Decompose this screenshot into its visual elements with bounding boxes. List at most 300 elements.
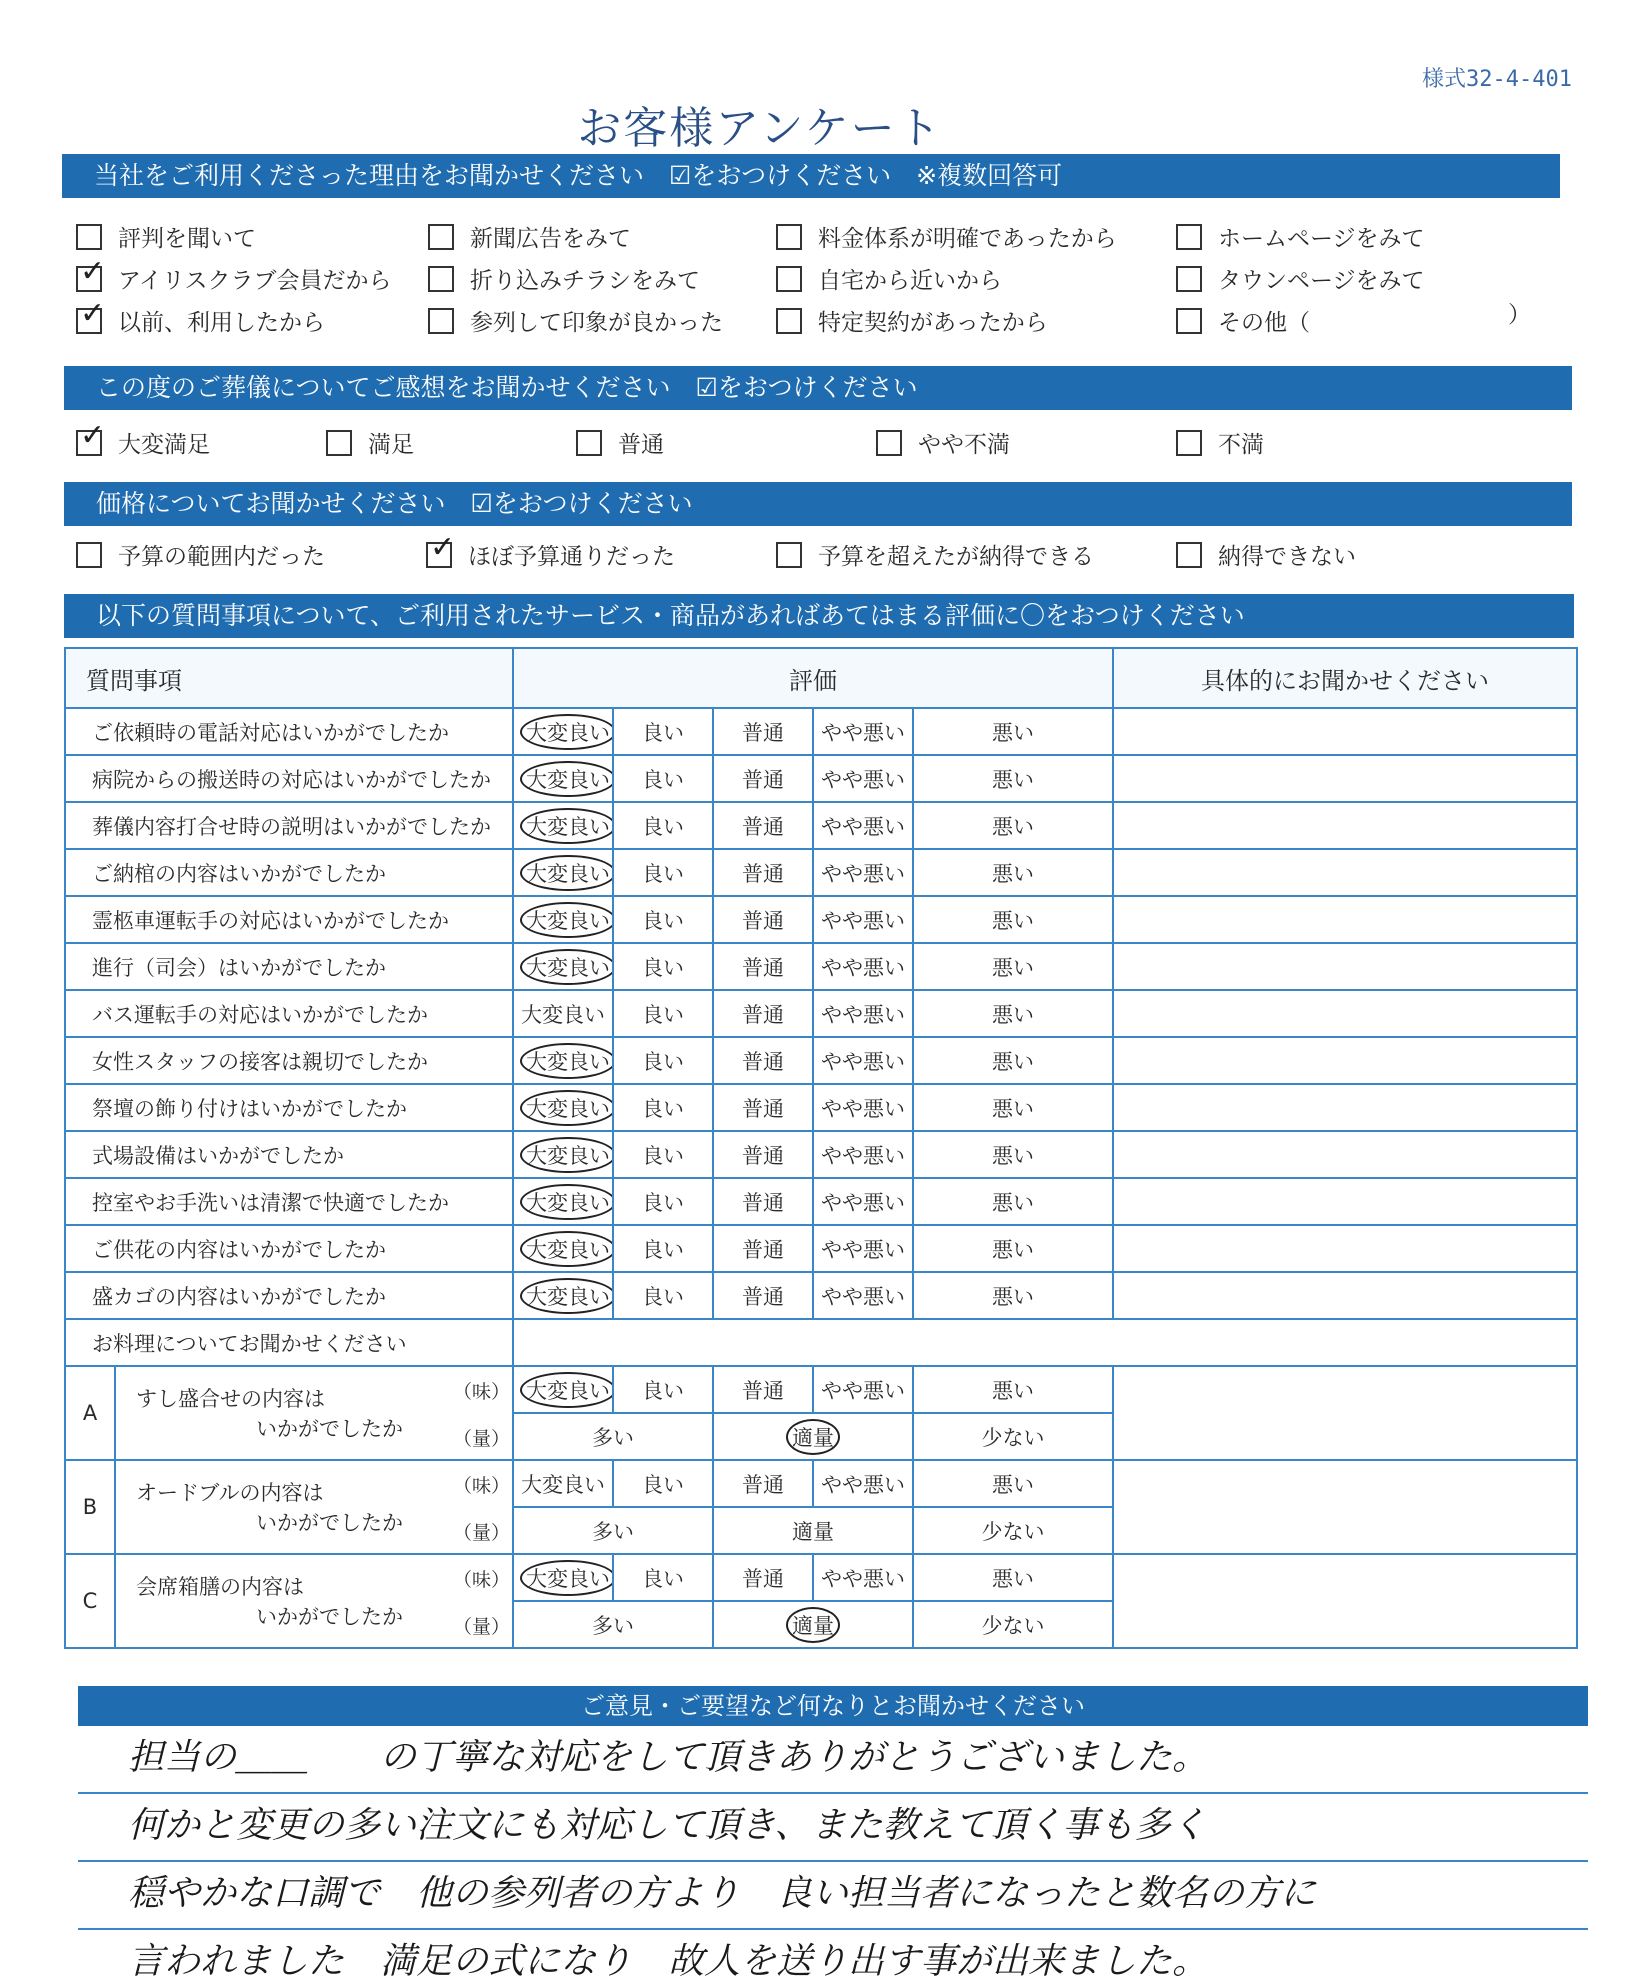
rating-label: やや悪い	[821, 1237, 905, 1262]
rating-label: 普通	[742, 720, 784, 745]
detail-cell[interactable]	[1113, 1225, 1577, 1272]
option-label: 予算を超えたが納得できる	[818, 544, 1094, 570]
rating-label: 普通	[742, 1237, 784, 1262]
table-row	[65, 1084, 1577, 1131]
reason-option[interactable]	[76, 304, 325, 337]
table-row	[65, 1225, 1577, 1272]
rating-label: 良い	[642, 1237, 684, 1262]
taste-option[interactable]	[913, 1460, 1113, 1507]
reason-option[interactable]	[776, 262, 1002, 295]
rating-label: 良い	[642, 1049, 684, 1074]
amount-option[interactable]	[513, 1413, 713, 1460]
comments-box	[78, 1686, 1588, 1986]
reason-option[interactable]	[76, 220, 256, 253]
price-option[interactable]	[776, 538, 1094, 571]
rating-option[interactable]	[613, 849, 713, 896]
rating-label: 良い	[642, 767, 684, 792]
option-label: 不満	[1218, 432, 1264, 458]
rating-option[interactable]	[813, 1272, 913, 1319]
price-option[interactable]	[1176, 538, 1356, 571]
food-line1: オードブルの内容は	[136, 1481, 324, 1505]
detail-cell[interactable]	[1113, 1272, 1577, 1319]
option-label: 参列して印象が良かった	[470, 310, 723, 336]
food-row-taste	[65, 1460, 1577, 1507]
rating-label: 良い	[642, 814, 684, 839]
rating-label: 悪い	[992, 1190, 1035, 1215]
table-row	[65, 708, 1577, 755]
question-text: 式場設備はいかがでしたか	[65, 1131, 513, 1178]
detail-cell[interactable]	[1113, 802, 1577, 849]
table-row	[65, 755, 1577, 802]
question-text: 進行（司会）はいかがでしたか	[65, 943, 513, 990]
food-header-blank	[513, 1319, 1577, 1366]
option-label: 予算の範囲内だった	[118, 544, 325, 570]
rating-label: 悪い	[992, 1143, 1035, 1168]
rating-option[interactable]	[913, 1131, 1113, 1178]
detail-cell[interactable]	[1113, 1131, 1577, 1178]
rating-option[interactable]	[813, 943, 913, 990]
rating-label: 良い	[642, 908, 684, 933]
question-text: 祭壇の飾り付けはいかがでしたか	[65, 1084, 513, 1131]
amount-option[interactable]	[913, 1601, 1113, 1648]
col-rating-header: 評価	[513, 648, 1113, 708]
rating-option[interactable]	[513, 990, 613, 1037]
rating-option[interactable]	[513, 1131, 613, 1178]
table-row	[65, 1037, 1577, 1084]
reason-option[interactable]	[776, 220, 1117, 253]
rating-option[interactable]	[913, 1225, 1113, 1272]
detail-cell[interactable]	[1113, 1366, 1577, 1460]
food-letter: C	[65, 1554, 115, 1648]
price-option[interactable]	[76, 538, 325, 571]
checkbox[interactable]	[776, 266, 802, 292]
option-label: ほぼ予算通りだった	[468, 544, 675, 570]
rating-option[interactable]	[613, 1037, 713, 1084]
food-item	[115, 1366, 513, 1460]
rating-label: やや悪い	[821, 955, 905, 980]
table-row	[65, 990, 1577, 1037]
rating-option[interactable]	[913, 990, 1113, 1037]
detail-cell[interactable]	[1113, 990, 1577, 1037]
detail-cell[interactable]	[1113, 708, 1577, 755]
question-text: ご納棺の内容はいかがでしたか	[65, 849, 513, 896]
comment-line: 言われました 満足の式になり 故人を送り出す事が出来ました。	[128, 1941, 1209, 1982]
rating-label: やや悪い	[821, 908, 905, 933]
checkbox[interactable]	[1176, 308, 1202, 334]
rating-option[interactable]	[713, 1084, 813, 1131]
rating-label: 普通	[742, 1566, 784, 1591]
rating-label: 普通	[742, 908, 784, 933]
amount-option[interactable]	[513, 1507, 713, 1554]
checkbox[interactable]	[76, 308, 102, 334]
taste-option[interactable]	[913, 1366, 1113, 1413]
question-text: 女性スタッフの接客は親切でしたか	[65, 1037, 513, 1084]
rating-label: 大変良い	[521, 1002, 605, 1027]
question-text: バス運転手の対応はいかがでしたか	[65, 990, 513, 1037]
rating-label: 大変良い	[520, 902, 613, 938]
rating-option[interactable]	[713, 943, 813, 990]
food-header: お料理についてお聞かせください	[65, 1319, 513, 1366]
rating-label: 普通	[742, 1002, 784, 1027]
rating-option[interactable]	[913, 896, 1113, 943]
rating-label: 大変良い	[520, 714, 613, 750]
rating-option[interactable]	[713, 1225, 813, 1272]
rating-option[interactable]	[713, 1178, 813, 1225]
option-label: 料金体系が明確であったから	[818, 226, 1117, 252]
rating-option[interactable]	[513, 1178, 613, 1225]
food-line1: すし盛合せの内容は	[136, 1387, 325, 1411]
detail-cell[interactable]	[1113, 896, 1577, 943]
rating-label: 大変良い	[520, 1137, 613, 1173]
rating-label: やや悪い	[821, 861, 905, 886]
rating-label: 悪い	[992, 1284, 1035, 1309]
reason-option[interactable]	[76, 262, 391, 295]
reason-option[interactable]	[1176, 262, 1425, 295]
reason-option[interactable]	[1176, 220, 1425, 253]
checkbox[interactable]	[76, 430, 102, 456]
checkbox[interactable]	[1176, 224, 1202, 250]
checkbox[interactable]	[776, 308, 802, 334]
checkbox[interactable]	[76, 266, 102, 292]
rating-label: 悪い	[992, 955, 1035, 980]
impression-option[interactable]	[576, 426, 664, 459]
amount-value: 多い	[592, 1613, 634, 1638]
detail-cell[interactable]	[1113, 1178, 1577, 1225]
amount-label: （量）	[452, 1522, 510, 1544]
col-detail-header: 具体的にお聞かせください	[1113, 648, 1577, 708]
checkbox[interactable]	[428, 308, 454, 334]
rating-option[interactable]	[713, 849, 813, 896]
question-text: 盛カゴの内容はいかがでしたか	[65, 1272, 513, 1319]
rating-option[interactable]	[513, 943, 613, 990]
question-text: ご依頼時の電話対応はいかがでしたか	[65, 708, 513, 755]
rating-option[interactable]	[513, 708, 613, 755]
impression-option[interactable]	[1176, 426, 1264, 459]
rating-label: 悪い	[992, 861, 1035, 886]
rating-label: 大変良い	[520, 1372, 613, 1408]
detail-cell[interactable]	[1113, 1084, 1577, 1131]
price-option[interactable]	[426, 538, 675, 571]
rating-label: やや悪い	[821, 1143, 905, 1168]
taste-option[interactable]	[513, 1554, 613, 1601]
checkbox[interactable]	[876, 430, 902, 456]
rating-option[interactable]	[613, 990, 713, 1037]
rating-label: 悪い	[992, 1237, 1035, 1262]
rating-label: 大変良い	[520, 1560, 613, 1596]
rating-label: 良い	[642, 1284, 684, 1309]
food-line2: いかがでしたか	[256, 1511, 403, 1535]
checkbox[interactable]	[1176, 266, 1202, 292]
rating-option[interactable]	[613, 708, 713, 755]
taste-option[interactable]	[813, 1366, 913, 1413]
rating-option[interactable]	[913, 943, 1113, 990]
checkbox[interactable]	[776, 224, 802, 250]
rating-label: 普通	[742, 1472, 784, 1497]
rating-option[interactable]	[913, 1178, 1113, 1225]
taste-option[interactable]	[613, 1366, 713, 1413]
option-label: 折り込みチラシをみて	[470, 268, 700, 294]
rating-label: 大変良い	[520, 1184, 613, 1220]
impression-option[interactable]	[876, 426, 1010, 459]
form-number: 様式32-4-401	[1422, 67, 1572, 92]
rating-label: 大変良い	[520, 1278, 613, 1314]
question-text: 病院からの搬送時の対応はいかがでしたか	[65, 755, 513, 802]
rating-label: やや悪い	[821, 1002, 905, 1027]
rating-option[interactable]	[513, 1272, 613, 1319]
amount-label: （量）	[452, 1616, 510, 1638]
rating-label: 大変良い	[520, 761, 613, 797]
detail-cell[interactable]	[1113, 849, 1577, 896]
other-close-paren: ）	[1508, 302, 1531, 328]
option-label: 大変満足	[118, 432, 210, 458]
rating-label: 悪い	[992, 1472, 1035, 1497]
taste-option[interactable]	[513, 1460, 613, 1507]
detail-cell[interactable]	[1113, 1554, 1577, 1648]
rating-label: 悪い	[992, 1002, 1035, 1027]
rating-label: 普通	[742, 1096, 784, 1121]
question-text: 葬儀内容打合せ時の説明はいかがでしたか	[65, 802, 513, 849]
table-row	[65, 849, 1577, 896]
rating-option[interactable]	[913, 1037, 1113, 1084]
rating-label: 普通	[742, 955, 784, 980]
amount-value: 適量	[792, 1519, 834, 1544]
comment-line: 担当の＿＿ の丁寧な対応をして頂きありがとうございました。	[78, 1726, 1588, 1794]
food-row-taste	[65, 1366, 1577, 1413]
rating-option[interactable]	[713, 1037, 813, 1084]
rating-label: 普通	[742, 814, 784, 839]
rating-label: やや悪い	[821, 1472, 905, 1497]
amount-value: 少ない	[981, 1519, 1045, 1544]
rating-option[interactable]	[913, 849, 1113, 896]
rating-option[interactable]	[513, 1225, 613, 1272]
rating-label: 普通	[742, 1378, 784, 1403]
rating-option[interactable]	[813, 1225, 913, 1272]
rating-label: 良い	[642, 955, 684, 980]
amount-option[interactable]	[713, 1507, 913, 1554]
amount-label: （量）	[452, 1428, 510, 1450]
rating-option[interactable]	[813, 1037, 913, 1084]
taste-label: （味）	[452, 1381, 510, 1403]
rating-label: 普通	[742, 861, 784, 886]
table-row	[65, 802, 1577, 849]
rating-option[interactable]	[513, 849, 613, 896]
rating-label: 良い	[642, 1190, 684, 1215]
option-label: 以前、利用したから	[118, 310, 325, 336]
rating-label: 悪い	[992, 1049, 1035, 1074]
rating-label: 大変良い	[520, 855, 613, 891]
rating-option[interactable]	[813, 802, 913, 849]
checkbox[interactable]	[776, 542, 802, 568]
rating-option[interactable]	[713, 896, 813, 943]
rating-option[interactable]	[613, 896, 713, 943]
taste-option[interactable]	[613, 1554, 713, 1601]
reason-option[interactable]	[428, 304, 723, 337]
rating-label: 悪い	[992, 814, 1035, 839]
amount-value: 適量	[786, 1607, 840, 1643]
rating-option[interactable]	[713, 802, 813, 849]
table-row	[65, 896, 1577, 943]
rating-option[interactable]	[813, 1084, 913, 1131]
impression-option[interactable]	[326, 426, 414, 459]
rating-option[interactable]	[713, 755, 813, 802]
rating-option[interactable]	[813, 896, 913, 943]
taste-option[interactable]	[613, 1460, 713, 1507]
rating-label: 悪い	[992, 908, 1035, 933]
reason-option[interactable]	[428, 262, 700, 295]
checkbox[interactable]	[576, 430, 602, 456]
rating-option[interactable]	[613, 755, 713, 802]
rating-option[interactable]	[713, 1272, 813, 1319]
rating-label: 大変良い	[520, 1231, 613, 1267]
rating-label: 普通	[742, 767, 784, 792]
impression-option[interactable]	[76, 426, 210, 459]
rating-option[interactable]	[813, 708, 913, 755]
checkbox[interactable]	[426, 542, 452, 568]
rating-label: 良い	[642, 1096, 684, 1121]
amount-option[interactable]	[713, 1601, 913, 1648]
comments-lines	[78, 1726, 1588, 1986]
rating-label: 悪い	[992, 1378, 1035, 1403]
food-line2: いかがでしたか	[256, 1605, 403, 1629]
taste-option[interactable]	[513, 1366, 613, 1413]
checkbox[interactable]	[76, 224, 102, 250]
rating-label: やや悪い	[821, 814, 905, 839]
rating-option[interactable]	[713, 1131, 813, 1178]
rating-label: 良い	[642, 720, 684, 745]
checkbox[interactable]	[428, 266, 454, 292]
option-label: 納得できない	[1218, 544, 1356, 570]
rating-label: 良い	[642, 1143, 684, 1168]
comment-line: 何かと変更の多い注文にも対応して頂き、また教えて頂く事も多く	[78, 1794, 1588, 1862]
rating-label: 大変良い	[520, 949, 613, 985]
rating-option[interactable]	[613, 1131, 713, 1178]
taste-label: （味）	[452, 1569, 510, 1591]
reason-option[interactable]	[776, 304, 1048, 337]
amount-option[interactable]	[913, 1507, 1113, 1554]
taste-option[interactable]	[713, 1554, 813, 1601]
detail-cell[interactable]	[1113, 943, 1577, 990]
amount-value: 多い	[592, 1425, 634, 1450]
rating-option[interactable]	[513, 1037, 613, 1084]
rating-label: やや悪い	[821, 1284, 905, 1309]
evaluation-table	[64, 647, 1578, 1649]
reason-option[interactable]	[428, 220, 631, 253]
option-label: 評判を聞いて	[118, 226, 256, 252]
rating-label: 普通	[742, 1284, 784, 1309]
rating-label: 悪い	[992, 1566, 1035, 1591]
rating-label: やや悪い	[821, 720, 905, 745]
food-row-taste	[65, 1554, 1577, 1601]
rating-option[interactable]	[613, 1272, 713, 1319]
amount-value: 少ない	[981, 1613, 1045, 1638]
question-text: 控室やお手洗いは清潔で快適でしたか	[65, 1178, 513, 1225]
taste-option[interactable]	[713, 1366, 813, 1413]
rating-option[interactable]	[813, 990, 913, 1037]
rating-label: やや悪い	[821, 1566, 905, 1591]
amount-option[interactable]	[913, 1413, 1113, 1460]
rating-label: 悪い	[992, 767, 1035, 792]
amount-option[interactable]	[713, 1413, 913, 1460]
rating-option[interactable]	[913, 708, 1113, 755]
reason-option[interactable]	[1176, 304, 1310, 337]
question-text: ご供花の内容はいかがでしたか	[65, 1225, 513, 1272]
food-item	[115, 1554, 513, 1648]
rating-option[interactable]	[913, 1084, 1113, 1131]
question-text: 霊柩車運転手の対応はいかがでしたか	[65, 896, 513, 943]
rating-label: 大変良い	[520, 808, 613, 844]
rating-option[interactable]	[713, 708, 813, 755]
food-line2: いかがでしたか	[256, 1417, 403, 1441]
amount-value: 適量	[786, 1419, 840, 1455]
rating-label: 大変良い	[520, 1043, 613, 1079]
detail-cell[interactable]	[1113, 755, 1577, 802]
rating-option[interactable]	[513, 755, 613, 802]
section3-header: 価格についてお聞かせください ☑をおつけください	[64, 482, 1572, 526]
rating-label: 大変良い	[520, 1090, 613, 1126]
rating-option[interactable]	[913, 755, 1113, 802]
rating-option[interactable]	[813, 755, 913, 802]
rating-option[interactable]	[913, 802, 1113, 849]
rating-label: やや悪い	[821, 1049, 905, 1074]
rating-option[interactable]	[813, 849, 913, 896]
option-label: やや不満	[918, 432, 1010, 458]
rating-label: やや悪い	[821, 1190, 905, 1215]
rating-label: やや悪い	[821, 767, 905, 792]
rating-option[interactable]	[613, 1225, 713, 1272]
option-label: 新聞広告をみて	[470, 226, 631, 252]
table-row	[65, 1272, 1577, 1319]
taste-option[interactable]	[813, 1554, 913, 1601]
rating-option[interactable]	[613, 1084, 713, 1131]
taste-option[interactable]	[913, 1554, 1113, 1601]
amount-option[interactable]	[513, 1601, 713, 1648]
rating-option[interactable]	[613, 802, 713, 849]
amount-value: 少ない	[981, 1425, 1045, 1450]
rating-option[interactable]	[613, 1178, 713, 1225]
page-title: お客様アンケート	[577, 103, 943, 154]
checkbox[interactable]	[428, 224, 454, 250]
option-label: アイリスクラブ会員だから	[118, 268, 392, 294]
checkbox[interactable]	[1176, 430, 1202, 456]
rating-label: 大変良い	[521, 1472, 605, 1497]
checkbox[interactable]	[1176, 542, 1202, 568]
rating-option[interactable]	[813, 1178, 913, 1225]
taste-option[interactable]	[713, 1460, 813, 1507]
section2-header: この度のご葬儀についてご感想をお聞かせください ☑をおつけください	[64, 366, 1572, 410]
detail-cell[interactable]	[1113, 1037, 1577, 1084]
table-row	[65, 1178, 1577, 1225]
rating-option[interactable]	[713, 990, 813, 1037]
rating-option[interactable]	[613, 943, 713, 990]
taste-option[interactable]	[813, 1460, 913, 1507]
checkbox[interactable]	[326, 430, 352, 456]
rating-label: 普通	[742, 1190, 784, 1215]
rating-option[interactable]	[913, 1272, 1113, 1319]
rating-option[interactable]	[513, 896, 613, 943]
table-row	[65, 943, 1577, 990]
rating-option[interactable]	[813, 1131, 913, 1178]
amount-value: 多い	[592, 1519, 634, 1544]
detail-cell[interactable]	[1113, 1460, 1577, 1554]
rating-label: 良い	[642, 1472, 684, 1497]
rating-option[interactable]	[513, 1084, 613, 1131]
rating-option[interactable]	[513, 802, 613, 849]
comments-header: ご意見・ご要望など何なりとお聞かせください	[78, 1686, 1588, 1726]
checkbox[interactable]	[76, 542, 102, 568]
food-item	[115, 1460, 513, 1554]
option-label: 満足	[368, 432, 414, 458]
rating-label: 良い	[642, 1002, 684, 1027]
